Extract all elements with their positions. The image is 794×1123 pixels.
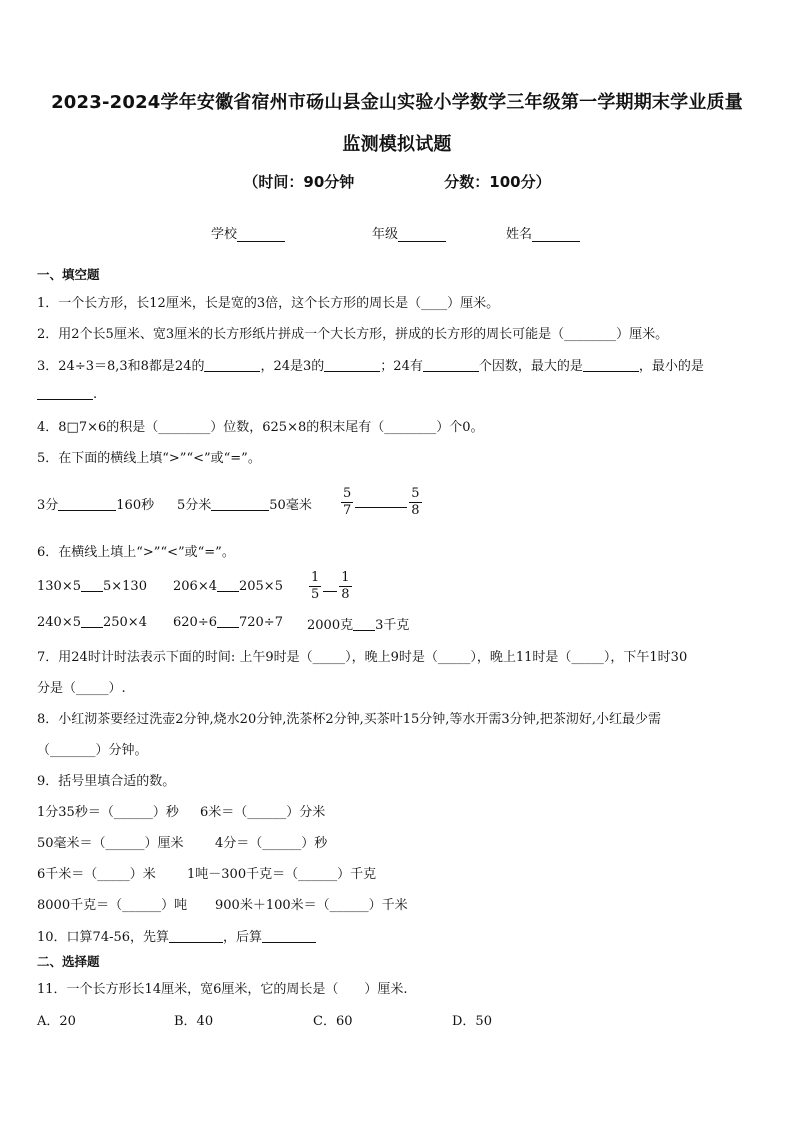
time-label: （时间：90分钟 <box>243 173 355 191</box>
answer-blank[interactable] <box>81 614 103 628</box>
answer-blank[interactable] <box>324 358 380 372</box>
answer-blank[interactable] <box>583 358 639 372</box>
answer-blank[interactable] <box>169 929 223 943</box>
answer-blank[interactable] <box>323 578 337 592</box>
answer-blank[interactable] <box>37 386 93 400</box>
answer-blank[interactable] <box>81 578 103 592</box>
exam-meta <box>0 171 794 192</box>
page-title-line2: 监测模拟试题 <box>342 134 452 155</box>
school-blank[interactable] <box>237 228 285 242</box>
question-6: 6．在横线上填上“>”“<”或“=”。 <box>37 545 235 560</box>
answer-blank[interactable] <box>262 929 316 943</box>
question-7: 7．用24时计时法表示下面的时间: 上午9时是（_____），晚上9时是（_____），晚上11时是（_____），下午1时30 <box>37 650 688 665</box>
page-title: 2023-2024学年安徽省宿州市砀山县金山实验小学数学三年级第一学期期末学业质量 <box>51 92 743 113</box>
fraction: $\frac{1}{5}$ <box>311 570 320 602</box>
question-10: 10．口算74-56，先算 ，后算 <box>37 926 316 945</box>
question-8: 8．小红沏茶要经过洗壶2分钟,烧水20分钟,洗茶杯2分钟,买茶叶15分钟,等水开需3分钟,把茶沏好,小红最少需 <box>37 712 661 727</box>
name-field[interactable] <box>506 223 580 242</box>
question-1: 1．一个长方形，长12厘米，长是宽的3倍，这个长方形的周长是（____）厘米。 <box>37 296 500 311</box>
question-9: 9．括号里填合适的数。 <box>37 774 176 789</box>
answer-blank[interactable] <box>217 578 239 592</box>
school-field[interactable] <box>211 223 285 242</box>
section-heading-choice: 二、选择题 <box>37 954 100 969</box>
answer-blank[interactable] <box>211 497 269 511</box>
answer-blank[interactable] <box>423 358 479 372</box>
option-d[interactable]: D．50 <box>452 1014 492 1029</box>
answer-blank[interactable] <box>355 494 407 508</box>
score-label: 分数：100分） <box>444 173 551 191</box>
option-a[interactable]: A．20 <box>37 1014 76 1029</box>
school-label: 学校 <box>211 227 238 242</box>
grade-field[interactable] <box>372 223 446 242</box>
question-4: 4．8□7×6的积是（________）位数，625×8的积末尾有（________）个0。 <box>37 420 484 435</box>
question-11: 11．一个长方形长14厘米，宽6厘米，它的周长是（ ）厘米. <box>37 982 408 997</box>
option-c[interactable]: C．60 <box>313 1014 353 1029</box>
fraction: $\frac{5}{8}$ <box>411 486 420 518</box>
name-label: 姓名 <box>506 227 533 242</box>
exam-page: 2023-2024学年安徽省宿州市砀山县金山实验小学数学三年级第一学期期末学业质量 监测模拟试题 （时间：90分钟 分数：100分） 学校 年级 姓名 一、填空题 1．一个长方形，长12厘米，长是宽的3倍，这个长方形的周长是（____）厘米。 2．用2个长5厘米、宽3厘米的长方形纸片拼成一个大长方形，拼成的长方形的周长可能是（________）厘米。 3．24÷3＝8,3和8都是24的 ，24是3的 ；24有 个因数，最大的是 ，最小的是 . 4．8□7×6的积是（________）位数，625×8的积末尾有（________）个0。 5．在下面的横线上填“>”“<”或“=”。 3分 160秒 5分米 50毫米 $\frac{5}{7}$ $\frac{5}{8}$ 6．在横线上填上“>”“<”或“=”。 130×5 5×130 206×4 205×5 $\frac{1}{5}$ $\frac{1}{8}$ 240×5 250×4 620÷6 720÷7 2000克 3千克 7．用24时计时法表示下面的时间: 上午9时是（_____），晚上9时是（_____），晚上11时是（_____），下午1时30 分是（_____）. 8．小红沏茶要经过洗壶2分钟,烧水20分钟,洗茶杯2分钟,买茶叶15分钟,等水开需3分钟,把茶沏好,小红最少需 （_______）分钟。 9．括号里填合适的数。 1分35秒＝（______）秒 6米＝（______）分米 50毫米＝（______）厘米 4分＝（______）秒 6千米＝（_____）米 1吨－300千克＝（______）千克 8000千克＝（______）吨 900米＋100米＝（______）千米 10．口算74-56，先算 ，后算 二、选择题 11．一个长方形长14厘米，宽6厘米，它的周长是（ ）厘米. A．20 B．40 C．60 D．50 <box>0 0 794 1123</box>
answer-blank[interactable] <box>353 617 375 631</box>
option-b[interactable]: B．40 <box>174 1014 214 1029</box>
answer-blank[interactable] <box>217 614 239 628</box>
answer-blank[interactable] <box>204 358 260 372</box>
name-blank[interactable] <box>532 228 580 242</box>
question-2: 2．用2个长5厘米、宽3厘米的长方形纸片拼成一个大长方形，拼成的长方形的周长可能是（________）厘米。 <box>37 327 669 342</box>
grade-blank[interactable] <box>398 228 446 242</box>
grade-label: 年级 <box>372 227 399 242</box>
fraction: $\frac{1}{8}$ <box>341 570 350 602</box>
fraction: $\frac{5}{7}$ <box>343 486 352 518</box>
question-5: 5．在下面的横线上填“>”“<”或“=”。 <box>37 451 261 466</box>
section-heading-fill: 一、填空题 <box>37 267 100 282</box>
question-7-continued: 分是（_____）. <box>37 681 126 696</box>
question-3-continued: . <box>37 386 97 402</box>
question-8-continued: （_______）分钟。 <box>37 743 148 758</box>
answer-blank[interactable] <box>58 497 116 511</box>
question-3: 3．24÷3＝8,3和8都是24的 ，24是3的 ；24有 个因数，最大的是 ，最小的是 <box>37 359 704 374</box>
